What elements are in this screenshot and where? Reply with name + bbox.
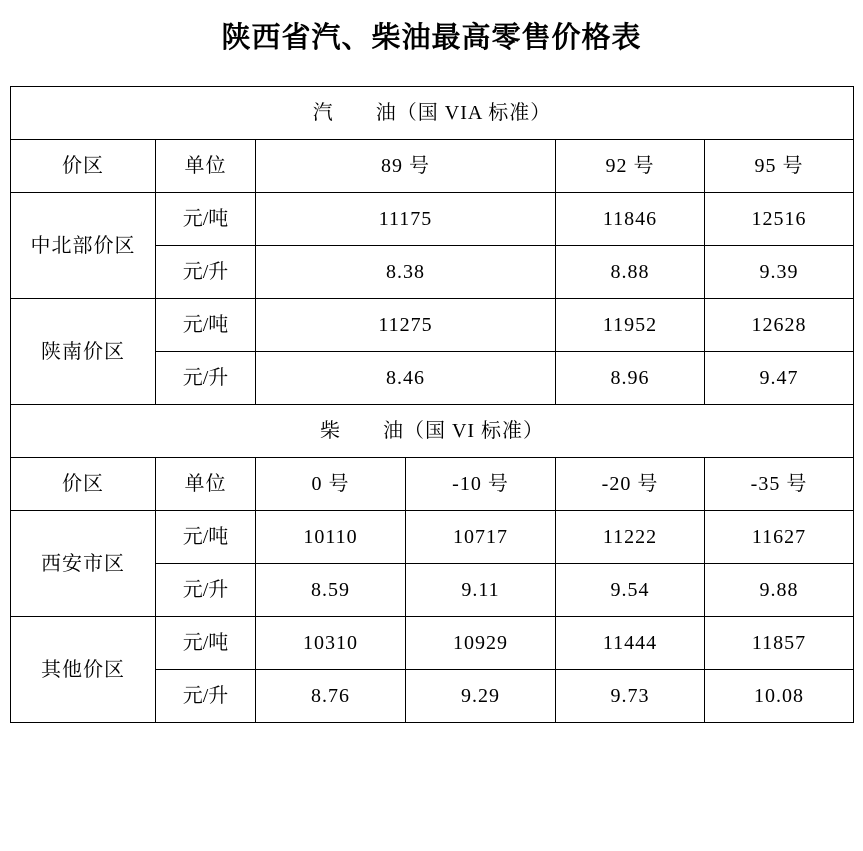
price-table-container — [0, 86, 863, 723]
page-title: 陕西省汽、柴油最高零售价格表 — [221, 22, 642, 54]
diesel-value-0-1-1: 9.11 — [406, 564, 556, 617]
gasoline-value-0-1-0: 8.38 — [256, 246, 556, 299]
diesel-unit-1-0: 元/吨 — [156, 617, 256, 670]
diesel-value-0-1-3: 9.88 — [705, 564, 854, 617]
diesel-region-0: 西安市区 — [11, 511, 156, 617]
diesel-unit-0-1: 元/升 — [156, 564, 256, 617]
gasoline-value-0-1-2: 9.39 — [705, 246, 854, 299]
diesel-value-0-0-2: 11222 — [556, 511, 705, 564]
diesel-value-0-1-2: 9.54 — [556, 564, 705, 617]
gasoline-unit-0-1: 元/升 — [156, 246, 256, 299]
gasoline-header-unit: 单位 — [156, 140, 256, 193]
diesel-value-1-1-0: 8.76 — [256, 670, 406, 723]
gasoline-unit-0-0: 元/吨 — [156, 193, 256, 246]
table-row — [11, 299, 854, 352]
gasoline-unit-1-0: 元/吨 — [156, 299, 256, 352]
diesel-region-1: 其他价区 — [11, 617, 156, 723]
gasoline-value-0-1-1: 8.88 — [556, 246, 705, 299]
gasoline-section-header: 汽 油（国 VIA 标准） — [11, 87, 854, 140]
diesel-value-0-0-3: 11627 — [705, 511, 854, 564]
table-row — [11, 87, 854, 140]
gasoline-value-1-0-2: 12628 — [705, 299, 854, 352]
gasoline-value-1-1-1: 8.96 — [556, 352, 705, 405]
document-page — [0, 18, 863, 851]
diesel-value-1-0-2: 11444 — [556, 617, 705, 670]
table-row — [11, 405, 854, 458]
diesel-header-minus20: -20 号 — [556, 458, 705, 511]
gasoline-value-0-0-0: 11175 — [256, 193, 556, 246]
diesel-value-0-1-0: 8.59 — [256, 564, 406, 617]
diesel-unit-0-0: 元/吨 — [156, 511, 256, 564]
gasoline-value-1-0-0: 11275 — [256, 299, 556, 352]
price-table — [10, 86, 854, 723]
diesel-value-1-1-1: 9.29 — [406, 670, 556, 723]
diesel-header-minus35: -35 号 — [705, 458, 854, 511]
gasoline-header-89: 89 号 — [256, 140, 556, 193]
gasoline-unit-1-1: 元/升 — [156, 352, 256, 405]
gasoline-value-1-1-0: 8.46 — [256, 352, 556, 405]
diesel-value-1-1-3: 10.08 — [705, 670, 854, 723]
diesel-value-1-0-0: 10310 — [256, 617, 406, 670]
gasoline-value-0-0-2: 12516 — [705, 193, 854, 246]
diesel-header-unit: 单位 — [156, 458, 256, 511]
diesel-header-0: 0 号 — [256, 458, 406, 511]
gasoline-region-1: 陕南价区 — [11, 299, 156, 405]
gasoline-header-95: 95 号 — [705, 140, 854, 193]
gasoline-value-1-1-2: 9.47 — [705, 352, 854, 405]
diesel-section-header: 柴 油（国 VI 标准） — [11, 405, 854, 458]
table-row — [11, 140, 854, 193]
diesel-value-0-0-1: 10717 — [406, 511, 556, 564]
table-row — [11, 511, 854, 564]
diesel-value-1-0-3: 11857 — [705, 617, 854, 670]
table-row — [11, 458, 854, 511]
diesel-header-minus10: -10 号 — [406, 458, 556, 511]
diesel-value-1-1-2: 9.73 — [556, 670, 705, 723]
diesel-value-1-0-1: 10929 — [406, 617, 556, 670]
gasoline-value-1-0-1: 11952 — [556, 299, 705, 352]
diesel-unit-1-1: 元/升 — [156, 670, 256, 723]
gasoline-region-0: 中北部价区 — [11, 193, 156, 299]
diesel-header-region: 价区 — [11, 458, 156, 511]
table-row — [11, 193, 854, 246]
table-row — [11, 617, 854, 670]
diesel-value-0-0-0: 10110 — [256, 511, 406, 564]
gasoline-header-region: 价区 — [11, 140, 156, 193]
gasoline-value-0-0-1: 11846 — [556, 193, 705, 246]
gasoline-header-92: 92 号 — [556, 140, 705, 193]
